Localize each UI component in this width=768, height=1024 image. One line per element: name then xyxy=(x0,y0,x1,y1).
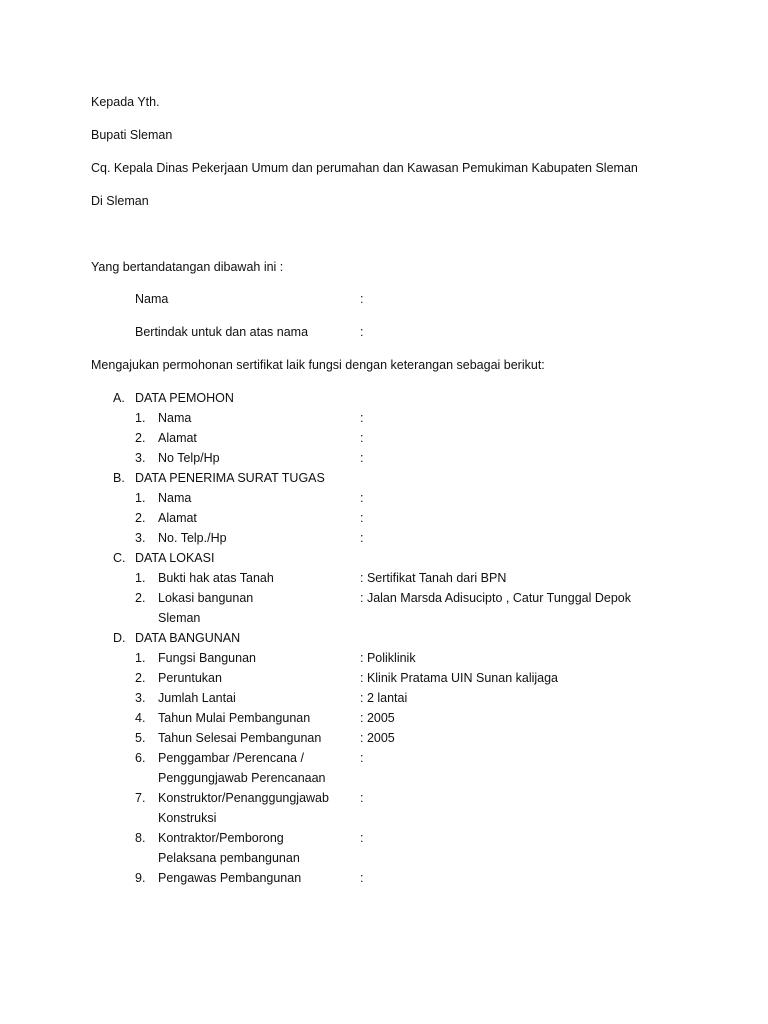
item-label: No Telp/Hp xyxy=(158,451,220,465)
item-number: 1. xyxy=(135,411,146,425)
item-value: : xyxy=(360,451,364,465)
item-label: Nama xyxy=(158,411,192,425)
item-label: Nama xyxy=(158,491,192,505)
section-letter: B. xyxy=(113,471,125,485)
addressee-line-4: Di Sleman xyxy=(91,194,149,208)
item-value: : xyxy=(360,871,364,885)
item-number: 7. xyxy=(135,791,146,805)
item-value: : xyxy=(360,791,364,805)
item-number: 2. xyxy=(135,511,146,525)
section-title: DATA PENERIMA SURAT TUGAS xyxy=(135,471,325,485)
item-label-continued: Konstruksi xyxy=(158,811,217,825)
item-number: 5. xyxy=(135,731,146,745)
item-number: 3. xyxy=(135,531,146,545)
item-label: Fungsi Bangunan xyxy=(158,651,256,665)
item-value: : 2005 xyxy=(360,731,395,745)
item-number: 6. xyxy=(135,751,146,765)
item-number: 2. xyxy=(135,591,146,605)
request-text: Mengajukan permohonan sertifikat laik fungsi dengan keterangan sebagai berikut: xyxy=(91,358,545,372)
intro-text: Yang bertandatangan dibawah ini : xyxy=(91,260,284,274)
item-label: Penggambar /Perencana / xyxy=(158,751,304,765)
item-number: 1. xyxy=(135,571,146,585)
item-number: 2. xyxy=(135,671,146,685)
section-letter: A. xyxy=(113,391,125,405)
item-label: No. Telp./Hp xyxy=(158,531,227,545)
item-label: Tahun Selesai Pembangunan xyxy=(158,731,322,745)
item-number: 3. xyxy=(135,691,146,705)
item-value: : xyxy=(360,411,364,425)
section-title: DATA BANGUNAN xyxy=(135,631,241,645)
intro-field-label: Bertindak untuk dan atas nama xyxy=(135,325,309,339)
item-label: Tahun Mulai Pembangunan xyxy=(158,711,311,725)
item-value: : xyxy=(360,431,364,445)
item-number: 4. xyxy=(135,711,146,725)
section-letter: D. xyxy=(113,631,126,645)
section-title: DATA PEMOHON xyxy=(135,391,234,405)
item-number: 1. xyxy=(135,491,146,505)
item-value: : xyxy=(360,491,364,505)
intro-field-label: Nama xyxy=(135,292,169,306)
item-label-continued: Sleman xyxy=(158,611,201,625)
item-label: Kontraktor/Pemborong xyxy=(158,831,284,845)
item-number: 1. xyxy=(135,651,146,665)
addressee-line-2: Bupati Sleman xyxy=(91,128,173,142)
section-title: DATA LOKASI xyxy=(135,551,215,565)
item-label: Alamat xyxy=(158,431,197,445)
item-label-continued: Penggungjawab Perencanaan xyxy=(158,771,326,785)
item-label-continued: Pelaksana pembangunan xyxy=(158,851,300,865)
item-value: : Poliklinik xyxy=(360,651,416,665)
item-value: : 2 lantai xyxy=(360,691,408,705)
section-letter: C. xyxy=(113,551,126,565)
item-label: Jumlah Lantai xyxy=(158,691,236,705)
item-label: Alamat xyxy=(158,511,197,525)
item-label: Peruntukan xyxy=(158,671,222,685)
item-value: : xyxy=(360,531,364,545)
addressee-line-1: Kepada Yth. xyxy=(91,95,160,109)
item-number: 8. xyxy=(135,831,146,845)
item-number: 2. xyxy=(135,431,146,445)
item-label: Lokasi bangunan xyxy=(158,591,254,605)
intro-field-value: : xyxy=(360,292,364,306)
item-label: Konstruktor/Penanggungjawab xyxy=(158,791,329,805)
addressee-line-3: Cq. Kepala Dinas Pekerjaan Umum dan perumahan dan Kawasan Pemukiman Kabupaten Sleman xyxy=(91,161,638,175)
item-value: : Jalan Marsda Adisucipto , Catur Tunggal Depok xyxy=(360,591,631,605)
item-number: 3. xyxy=(135,451,146,465)
item-value: : Sertifikat Tanah dari BPN xyxy=(360,571,507,585)
item-value: : xyxy=(360,511,364,525)
item-value: : xyxy=(360,831,364,845)
item-value: : 2005 xyxy=(360,711,395,725)
item-label: Bukti hak atas Tanah xyxy=(158,571,274,585)
item-number: 9. xyxy=(135,871,146,885)
item-value: : Klinik Pratama UIN Sunan kalijaga xyxy=(360,671,559,685)
intro-field-value: : xyxy=(360,325,364,339)
item-value: : xyxy=(360,751,364,765)
item-label: Pengawas Pembangunan xyxy=(158,871,302,885)
